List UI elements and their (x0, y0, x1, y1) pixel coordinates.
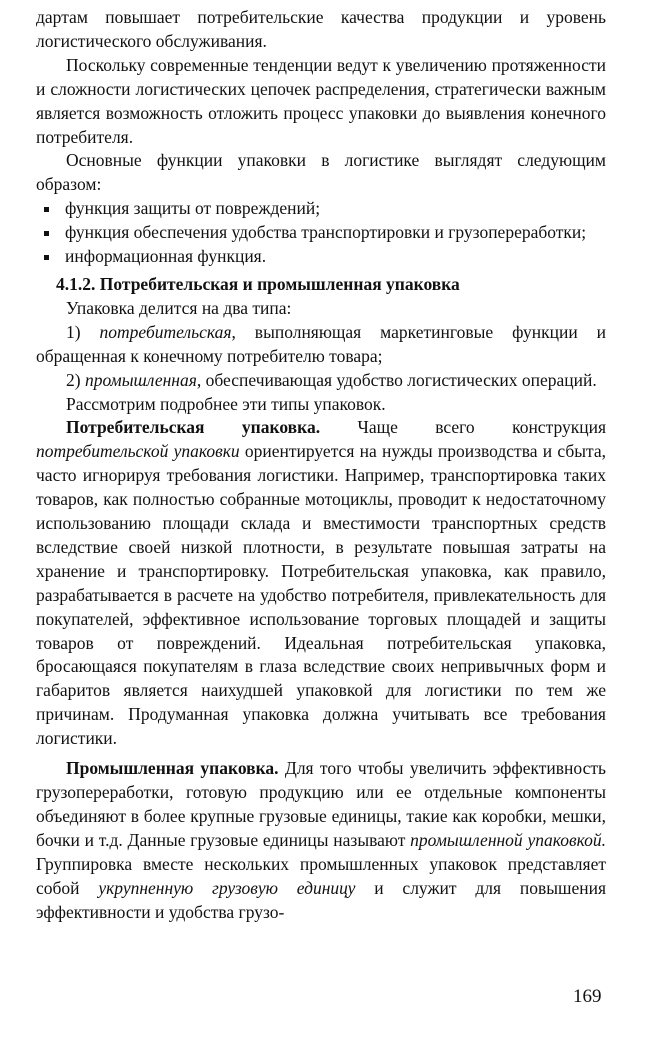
paragraph-consumer-packaging (36, 416, 606, 751)
section-heading: 4.1.2. Потребительская и промышленная упаковка (56, 273, 460, 294)
paragraph-continuation: дартам повышает потребительские качества продукции и уровень логистического обслуживания. (36, 7, 606, 51)
type-description: , выполняющая маркетинговые функции и обращенная к конечному потребителю товара; (36, 321, 606, 366)
list-item: функция защиты от повреждений; (36, 197, 606, 221)
run-in-heading: Промышленная упаковка. (66, 758, 279, 779)
type-description: , обеспечивающая удобство логистических операций. (196, 369, 597, 390)
emphasis: потребительской упаковки (36, 441, 240, 462)
page-body (36, 6, 606, 924)
paragraph-text: и служит для повышения эффективности и удобства грузо- (36, 877, 606, 922)
type-item-consumer (36, 321, 606, 369)
list-item: информационная функция. (36, 245, 606, 269)
paragraph-text: Для того чтобы увеличить эффективность грузопереработки, готовую продукцию или ее отдельные компоненты объединяют в более крупные грузовые единицы, такие как коробки, мешки, бочки и т.д. Данные грузовые единицы называют (36, 758, 607, 850)
type-term: промышленная (84, 369, 197, 390)
paragraph-text: ориентируется на нужды производства и сбыта, часто игнорируя требования логистики. Например, транспортировка таких товаров, как полностью собранные мотоциклы, проводит к недостаточному использованию площади склада и вместимости транспортных средств вследствие своей низкой плотности, в результате повышая затраты на хранение и транспортировку. Потребительская упаковка, как правило, разрабатывается в расчете на удобство потребителя, привлекательность для покупателей, эффективное использование торговых площадей и защиты товаров от повреждений. Идеальная потребительская упаковка, бросающаяся покупателям в глаза вследствие своих непривычных форм и габаритов является наихудшей упаковкой для логистики по тем же причинам. Продуманная упаковка должна учитывать все требования логистики. (36, 441, 606, 749)
list-item: функция обеспечения удобства транспортировки и грузопереработки; (36, 221, 606, 245)
paragraph-functions-intro: Основные функции упаковки в логистике выглядят следующим образом: (36, 150, 606, 195)
paragraph-types-intro: Упаковка делится на два типа: (66, 297, 292, 318)
type-term: потребительская (99, 321, 232, 342)
page-number: 169 (573, 986, 602, 1007)
paragraph-text: Чаще всего конструкция (320, 417, 606, 438)
run-in-heading: Потребительская упаковка. (66, 417, 321, 438)
paragraph-consider: Рассмотрим подробнее эти типы упаковок. (66, 393, 386, 414)
paragraph-text: Группировка вместе нескольких промышленных упаковок представляет собой (36, 853, 606, 898)
emphasis: промышленной упаковкой. (410, 829, 606, 850)
type-number: 2) (66, 369, 85, 390)
emphasis: укрупненную грузовую единицу (98, 877, 356, 898)
functions-list (36, 197, 606, 269)
paragraph-industrial-packaging (36, 757, 606, 924)
type-item-industrial (36, 369, 606, 393)
paragraph-trends: Поскольку современные тенденции ведут к увеличению протяженности и сложности логистических цепочек распределения, стратегически важным является возможность отложить процесс упаковки до выявления конечного потребителя. (36, 54, 606, 147)
type-number: 1) (66, 321, 100, 342)
